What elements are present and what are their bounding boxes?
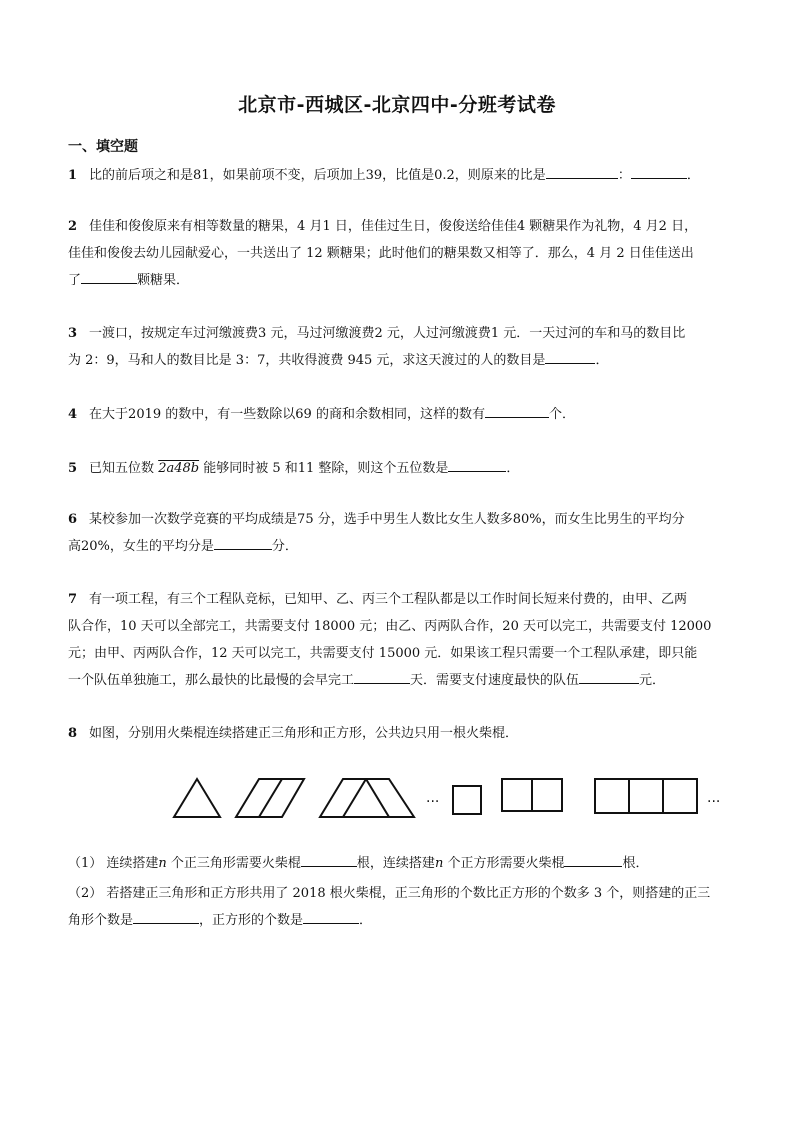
square-1 <box>453 786 481 814</box>
question-text: 比的前后项之和是81，如果前项不变，后项加上39，比值是0.2，则原来的比是 <box>89 168 546 183</box>
question-number: 2 <box>68 219 78 234</box>
text-line <box>68 455 728 482</box>
answer-blank <box>303 908 359 924</box>
question-text: 个正三角形需要火柴棍 <box>166 856 301 871</box>
text-line <box>68 213 728 240</box>
question-text: 在大于2019 的数中，有一些数除以69 的商和余数相同，这样的数有 <box>89 407 485 422</box>
question-6 <box>68 506 728 560</box>
variable-n: n <box>434 856 444 871</box>
question-1 <box>68 162 728 189</box>
answer-blank <box>631 163 687 179</box>
question-text: 高20%，女生的平均分是 <box>68 539 214 554</box>
question-text: 个． <box>548 407 575 422</box>
question-text: ． <box>359 913 373 928</box>
question-3 <box>68 320 728 374</box>
text-line <box>68 320 728 347</box>
overlined-number: 2a48b <box>158 461 200 476</box>
question-4 <box>68 401 728 428</box>
question-text: 分． <box>271 539 298 554</box>
answer-blank <box>133 908 199 924</box>
triangle-row-divider-2 <box>366 779 389 817</box>
text-line <box>68 240 728 267</box>
question-number: 4 <box>68 407 78 422</box>
text-line <box>68 162 728 189</box>
text-line <box>68 267 728 294</box>
question-text: ： <box>617 168 631 183</box>
subquestion-8-1 <box>68 850 728 877</box>
triangle-1 <box>174 779 220 817</box>
subquestion-8-2 <box>68 880 728 934</box>
question-number: 1 <box>68 168 78 183</box>
text-line <box>68 506 728 533</box>
question-text: 佳佳和俊俊原来有相等数量的糖果，4 月1 日，佳佳过生日，俊俊送给佳佳4 颗糖果作为礼物，4 月2 日， <box>89 219 698 234</box>
triangle-pair-divider <box>259 779 282 817</box>
question-text: 颗糖果． <box>137 273 190 288</box>
question-5 <box>68 455 728 482</box>
text-line <box>68 401 728 428</box>
triangle-row-divider-1 <box>343 779 366 817</box>
question-text: ． <box>595 353 609 368</box>
answer-blank <box>485 402 549 418</box>
text-line <box>68 640 728 667</box>
question-number: 7 <box>68 592 78 607</box>
text-line <box>68 907 728 934</box>
question-text: 个正方形需要火柴棍 <box>443 856 565 871</box>
text-line <box>68 613 728 640</box>
matchstick-figure <box>0 770 794 820</box>
question-text: 了 <box>68 273 82 288</box>
question-text: 队合作，10 天可以全部完工，共需要支付 18000 元；由乙、丙两队合作，20 天可以完工，共需要支付 12000 <box>68 619 712 634</box>
question-text: 佳佳和俊俊去幼儿园献爱心，一共送出了 12 颗糖果；此时他们的糖果数又相等了．那么，4 月 2 日佳佳送出 <box>68 246 694 261</box>
question-text: 天．需要支付速度最快的队伍 <box>410 673 580 688</box>
question-text: ． <box>686 168 700 183</box>
text-line <box>68 347 728 374</box>
question-text: 元． <box>639 673 666 688</box>
question-text: 已知五位数 <box>89 461 159 476</box>
question-8 <box>68 720 728 747</box>
page-title: 北京市-西城区-北京四中-分班考试卷 <box>238 94 556 116</box>
question-text: ． <box>506 461 520 476</box>
question-text: 如图，分别用火柴棍连续搭建正三角形和正方形，公共边只用一根火柴棍． <box>89 726 519 741</box>
text-line <box>68 850 728 877</box>
answer-blank <box>214 534 272 550</box>
question-text: 一个队伍单独施工，那么最快的比最慢的会早完工 <box>68 673 355 688</box>
question-number: 5 <box>68 461 78 476</box>
question-text: 一渡口，按规定车过河缴渡费3 元，马过河缴渡费2 元，人过河缴渡费1 元．一天过河的车和马的数目比 <box>89 326 686 341</box>
answer-blank <box>579 668 639 684</box>
question-text: （1） 连续搭建 <box>68 856 159 871</box>
question-number: 6 <box>68 512 78 527</box>
answer-blank <box>81 268 137 284</box>
answer-blank <box>564 851 622 867</box>
question-text: 元；由甲、丙两队合作，12 天可以完工，共需要支付 15000 元．如果该工程只需要一个工程队承建，即只能 <box>68 646 698 661</box>
text-line <box>68 586 728 613</box>
variable-n: n <box>158 856 167 871</box>
question-text: 能够同时被 5 和11 整除，则这个五位数是 <box>199 461 449 476</box>
question-7 <box>68 586 728 694</box>
question-text: 有一项工程，有三个工程队竞标，已知甲、乙、丙三个工程队都是以工作时间长短来付费的，由甲、乙两 <box>89 592 688 607</box>
text-line <box>68 667 728 694</box>
question-text: 角形个数是 <box>68 913 134 928</box>
answer-blank <box>448 456 506 472</box>
question-text: 根，连续搭建 <box>356 856 435 871</box>
question-number: 3 <box>68 326 78 341</box>
square-row <box>595 779 697 813</box>
text-line <box>68 533 728 560</box>
question-text: ，正方形的个数是 <box>199 913 304 928</box>
text-line <box>68 720 728 747</box>
answer-blank <box>354 668 410 684</box>
text-line <box>68 880 728 907</box>
ellipsis-squares: ··· <box>707 794 721 810</box>
answer-blank <box>545 348 595 364</box>
triangle-row-outline <box>320 779 414 817</box>
section-heading: 一、填空题 <box>68 139 138 155</box>
answer-blank <box>546 163 618 179</box>
question-2 <box>68 213 728 294</box>
question-text: （2） 若搭建正三角形和正方形共用了 2018 根火柴棍，正三角形的个数比正方形的个数多 3 个，则搭建的正三 <box>68 886 711 901</box>
question-text: 根． <box>622 856 649 871</box>
question-text: 为 2：9，马和人的数目比是 3：7，共收得渡费 945 元，求这天渡过的人的数目是 <box>68 353 546 368</box>
question-number: 8 <box>68 726 78 741</box>
question-text: 某校参加一次数学竞赛的平均成绩是75 分，选手中男生人数比女生人数多80%，而女生比男生的平均分 <box>89 512 685 527</box>
ellipsis-triangles: ··· <box>426 794 440 810</box>
answer-blank <box>301 851 357 867</box>
